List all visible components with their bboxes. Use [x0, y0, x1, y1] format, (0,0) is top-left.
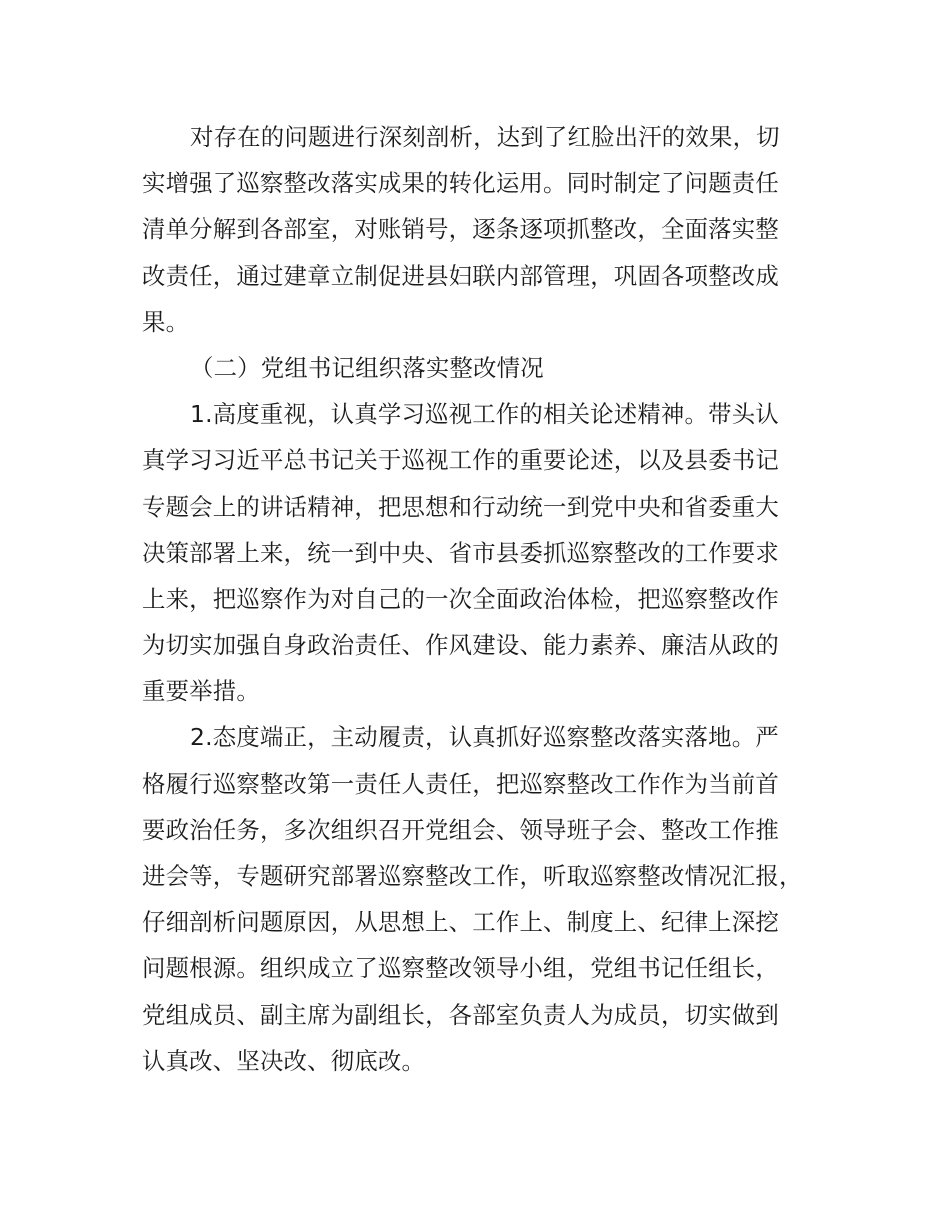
text-line: 上来，把巡察作为对自己的一次全面政治体检，把巡察整改作 [142, 584, 779, 613]
text-line: 改责任，通过建章立制促进县妇联内部管理，巩固各项整改成 [142, 261, 779, 290]
text-line: 仔细剖析问题原因，从思想上、工作上、制度上、纪律上深挖 [142, 908, 779, 937]
text-line: 真学习习近平总书记关于巡视工作的重要论述，以及县委书记 [142, 446, 779, 475]
text-line: 认真改、坚决改、彻底改。 [142, 1046, 426, 1075]
text-line: 重要举措。 [142, 677, 260, 706]
text-line: 决策部署上来，统一到中央、省市县委抓巡察整改的工作要求 [142, 538, 779, 567]
text-line: 2.态度端正，主动履责，认真抓好巡察整改落实落地。严 [190, 723, 779, 752]
text-line: 要政治任务，多次组织召开党组会、领导班子会、整改工作推 [142, 815, 779, 844]
document-body [142, 114, 842, 1084]
section-heading: （二）党组书记组织落实整改情况 [190, 353, 544, 382]
text-line: 1.高度重视，认真学习巡视工作的相关论述精神。带头认 [190, 400, 779, 429]
text-line: 专题会上的讲话精神，把思想和行动统一到党中央和省委重大 [142, 492, 779, 521]
text-line: 实增强了巡察整改落实成果的转化运用。同时制定了问题责任 [142, 169, 779, 198]
text-line: 进会等，专题研究部署巡察整改工作，听取巡察整改情况汇报， [142, 862, 803, 890]
paragraph-3 [142, 714, 842, 1084]
text-line: 对存在的问题进行深刻剖析，达到了红脸出汗的效果，切 [190, 123, 780, 151]
text-line: 党组成员、副主席为副组长，各部室负责人为成员，切实做到 [142, 1000, 779, 1029]
text-line: 问题根源。组织成立了巡察整改领导小组，党组书记任组长， [142, 954, 779, 983]
paragraph-1 [142, 114, 842, 345]
text-line: 清单分解到各部室，对账销号，逐条逐项抓整改，全面落实整 [142, 215, 779, 244]
text-line: 为切实加强自身政治责任、作风建设、能力素养、廉洁从政的 [142, 631, 779, 660]
paragraph-2 [142, 391, 842, 714]
text-line: 格履行巡察整改第一责任人责任，把巡察整改工作作为当前首 [142, 769, 779, 798]
text-line: 果。 [142, 307, 190, 336]
